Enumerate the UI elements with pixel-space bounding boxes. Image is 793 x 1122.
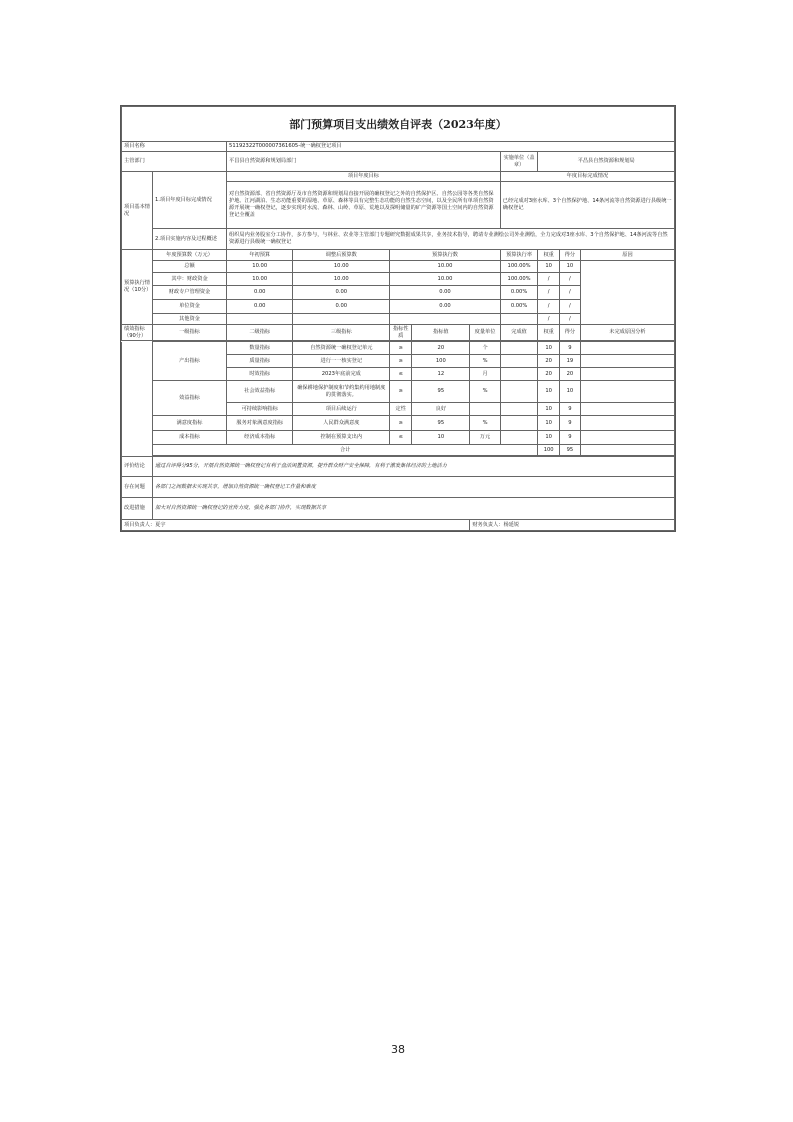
- reason-cell: [580, 261, 674, 325]
- cell: 经济成本指标: [227, 431, 293, 445]
- cell: 服务对象满意度指标: [227, 416, 293, 431]
- item2-text: 组织局内业务股室分工协作，多方参与，与林业、农业等主管部门专题研究数据成果共享，业务技术指导，聘请专业测绘公司外业测绘，全力完成对3座水库、3个自然保护地、14条河流等自然资源进行县级统一确权登记: [227, 229, 675, 250]
- cell: 10: [538, 416, 560, 431]
- cell: 10.00: [227, 261, 293, 273]
- label: 绩效指标（90分）: [122, 325, 153, 341]
- cell: 控制在预算支出内: [293, 431, 390, 445]
- indicator-row: [122, 381, 675, 403]
- total-score: 95: [559, 445, 580, 456]
- cell: 万元: [470, 431, 500, 445]
- label: 存在问题: [122, 477, 153, 498]
- label: 改进措施: [122, 498, 153, 520]
- performance-table: [120, 105, 676, 532]
- cell: /: [559, 286, 580, 300]
- level1-indicator: 产出指标: [152, 342, 226, 381]
- cell: [500, 381, 538, 403]
- indicator-row: [122, 431, 675, 445]
- cell: 20: [412, 342, 470, 355]
- cell: 10.00: [293, 273, 390, 286]
- header: 度量单位: [470, 325, 500, 341]
- cell: 12: [412, 368, 470, 381]
- cell: 10.00: [390, 273, 501, 286]
- cell: 20: [559, 368, 580, 381]
- cell: [500, 403, 538, 416]
- cell: [500, 431, 538, 445]
- dept: 平昌县自然资源和规划局部门: [227, 152, 501, 172]
- reason-cell: [580, 355, 674, 368]
- cell: 单位资金: [152, 300, 226, 314]
- header: 得分: [559, 325, 580, 341]
- label: 项目名称: [122, 142, 227, 152]
- reason-cell: [580, 342, 674, 355]
- cell: 10.00: [227, 273, 293, 286]
- level1-indicator: 效益指标: [152, 381, 226, 416]
- cell: 20: [538, 368, 560, 381]
- cell: /: [559, 300, 580, 314]
- reason-cell: [580, 368, 674, 381]
- cell: 9: [559, 403, 580, 416]
- label: 项目基本情况: [122, 172, 153, 250]
- cell: 10: [538, 403, 560, 416]
- reason-cell: [580, 416, 674, 431]
- cell: 0.00: [293, 286, 390, 300]
- cell: ≥: [390, 355, 412, 368]
- cell: 其中：财政资金: [152, 273, 226, 286]
- cell: 10.00: [390, 261, 501, 273]
- cell: 95: [412, 416, 470, 431]
- cell: 10: [559, 381, 580, 403]
- cell: [500, 342, 538, 355]
- cell: %: [470, 381, 500, 403]
- impl-unit: 平昌县自然资源和规划局: [538, 152, 675, 172]
- cell: /: [538, 273, 560, 286]
- cell: 9: [559, 431, 580, 445]
- cell: %: [470, 416, 500, 431]
- cell: 2023年底前完成: [293, 368, 390, 381]
- label: 1.项目年度目标完成情况: [152, 172, 226, 229]
- cell: [500, 368, 538, 381]
- cell: 95: [412, 381, 470, 403]
- cell: 100.00%: [500, 273, 538, 286]
- total-weight: 100: [538, 445, 560, 456]
- label: 实施单位（盖章）: [500, 152, 538, 172]
- cell: 10: [538, 431, 560, 445]
- header: 完成值: [500, 325, 538, 341]
- header: 预算执行数: [390, 250, 501, 261]
- cell: 9: [559, 416, 580, 431]
- label: 评价结论: [122, 457, 153, 477]
- header: 未完成原因分析: [580, 325, 674, 341]
- page-number: 38: [391, 1043, 405, 1056]
- cell: 10: [412, 431, 470, 445]
- cell: 10: [559, 261, 580, 273]
- reason-cell: [580, 431, 674, 445]
- reason-cell: [580, 403, 674, 416]
- level1-indicator: 成本指标: [152, 431, 226, 445]
- cell: ≤: [390, 431, 412, 445]
- cell: [500, 355, 538, 368]
- label-spacer: [122, 342, 153, 456]
- cell: 项目后续运行: [293, 403, 390, 416]
- cell: 质量指标: [227, 355, 293, 368]
- cell: /: [559, 314, 580, 325]
- cell: 10: [538, 342, 560, 355]
- cell: [390, 314, 501, 325]
- cell: 0.00%: [500, 286, 538, 300]
- cell: 9: [559, 342, 580, 355]
- cell: 时效指标: [227, 368, 293, 381]
- indicator-row: [122, 342, 675, 355]
- cell: /: [538, 286, 560, 300]
- finance-leader: 财务负责人：杨延锐: [470, 520, 675, 531]
- goal-text: 对自然资源部、省自然资源厅及市自然资源和规划局直接开展的确权登记之外的自然保护区、自然公园等各类自然保护地、江河湖泊、生态功能重要的湿地、草原、森林等具有完整生态功能的自然生态空间，以及全民所有单项自然资源开展统一确权登记，逐步实现对水流、森林、山岭、草原、荒地以及探明储量的矿产资源等国土空间内的自然资源登记全覆盖: [227, 182, 501, 229]
- header: 三级指标: [293, 325, 390, 341]
- project-leader: 项目负责人：夏宇: [122, 520, 470, 531]
- cell: 个: [470, 342, 500, 355]
- cell: 10: [538, 381, 560, 403]
- cell: ≥: [390, 381, 412, 403]
- label: 2.项目实施内容及过程概述: [152, 229, 226, 250]
- cell: 0.00: [227, 286, 293, 300]
- header: 项目年度目标: [227, 172, 501, 182]
- cell: 确保耕地保护制度和节约集约用地制度的贯彻落实。: [293, 381, 390, 403]
- reason-cell: [580, 381, 674, 403]
- cell: 良好: [412, 403, 470, 416]
- cell: /: [538, 314, 560, 325]
- cell: 数量指标: [227, 342, 293, 355]
- problem-text: 各部门之间数据未实现共享，增加自然资源统一确权登记工作量和难度: [152, 477, 674, 498]
- header: 一级指标: [152, 325, 226, 341]
- cell: 月: [470, 368, 500, 381]
- indicator-row: [122, 416, 675, 431]
- cell: 定性: [390, 403, 412, 416]
- level1-indicator: 满意度指标: [152, 416, 226, 431]
- header: 权重: [538, 325, 560, 341]
- measure-text: 加大对自然资源统一确权登记的宣传力度，强化各部门协作，实现数据共享: [152, 498, 674, 520]
- cell: 财政专户管理资金: [152, 286, 226, 300]
- header: 得分: [559, 250, 580, 261]
- cell: 0.00: [390, 286, 501, 300]
- cell: [470, 403, 500, 416]
- cell: 10: [538, 261, 560, 273]
- header: 指标性质: [390, 325, 412, 341]
- cell: 其他资金: [152, 314, 226, 325]
- cell: 总额: [152, 261, 226, 273]
- cell: 0.00: [227, 300, 293, 314]
- header: 年度预算数（万元）: [152, 250, 226, 261]
- cell: ≥: [390, 416, 412, 431]
- header: 年度目标完成情况: [500, 172, 674, 182]
- project-name: 51192322T000007361605-统一确权登记项目: [227, 142, 675, 152]
- cell: 100.00%: [500, 261, 538, 273]
- header: 年初预算: [227, 250, 293, 261]
- cell: /: [559, 273, 580, 286]
- cell: [293, 314, 390, 325]
- cell: [227, 314, 293, 325]
- cell: 19: [559, 355, 580, 368]
- cell: 0.00%: [500, 300, 538, 314]
- cell: [500, 416, 538, 431]
- cell: ≥: [390, 342, 412, 355]
- cell: ≤: [390, 368, 412, 381]
- table-title: 部门预算项目支出绩效自评表（2023年度）: [122, 107, 675, 142]
- cell: 进行一一核实登记: [293, 355, 390, 368]
- done-text: 已经完成对3座水库、3个自然保护地、14条河流等自然资源进行县级统一确权登记: [500, 182, 674, 229]
- label: 主管部门: [122, 152, 227, 172]
- header: 权重: [538, 250, 560, 261]
- cell: %: [470, 355, 500, 368]
- cell: /: [538, 300, 560, 314]
- table-row: [122, 261, 675, 273]
- cell: 自然资源统一确权登记单元: [293, 342, 390, 355]
- cell: 社会效益指标: [227, 381, 293, 403]
- cell: [500, 314, 538, 325]
- header: 调整后预算数: [293, 250, 390, 261]
- cell: 0.00: [390, 300, 501, 314]
- cell: 10.00: [293, 261, 390, 273]
- cell: 20: [538, 355, 560, 368]
- cell: 0.00: [293, 300, 390, 314]
- cell: 可持续影响指标: [227, 403, 293, 416]
- header: 指标值: [412, 325, 470, 341]
- cell: 人民群众满意度: [293, 416, 390, 431]
- header: 预算执行率: [500, 250, 538, 261]
- header: 二级指标: [227, 325, 293, 341]
- cell: 100: [412, 355, 470, 368]
- header: 原因: [580, 250, 674, 261]
- total-label: 合计: [152, 445, 537, 456]
- conclusion-text: 通过自评得分95分，开展自然资源统一确权登记有利于盘活闲置资源，提升群众财产安全保障，有利于激发集体经济的土地活力: [152, 457, 674, 477]
- cell: [580, 445, 674, 456]
- label: 预算执行情况（10分）: [122, 250, 153, 325]
